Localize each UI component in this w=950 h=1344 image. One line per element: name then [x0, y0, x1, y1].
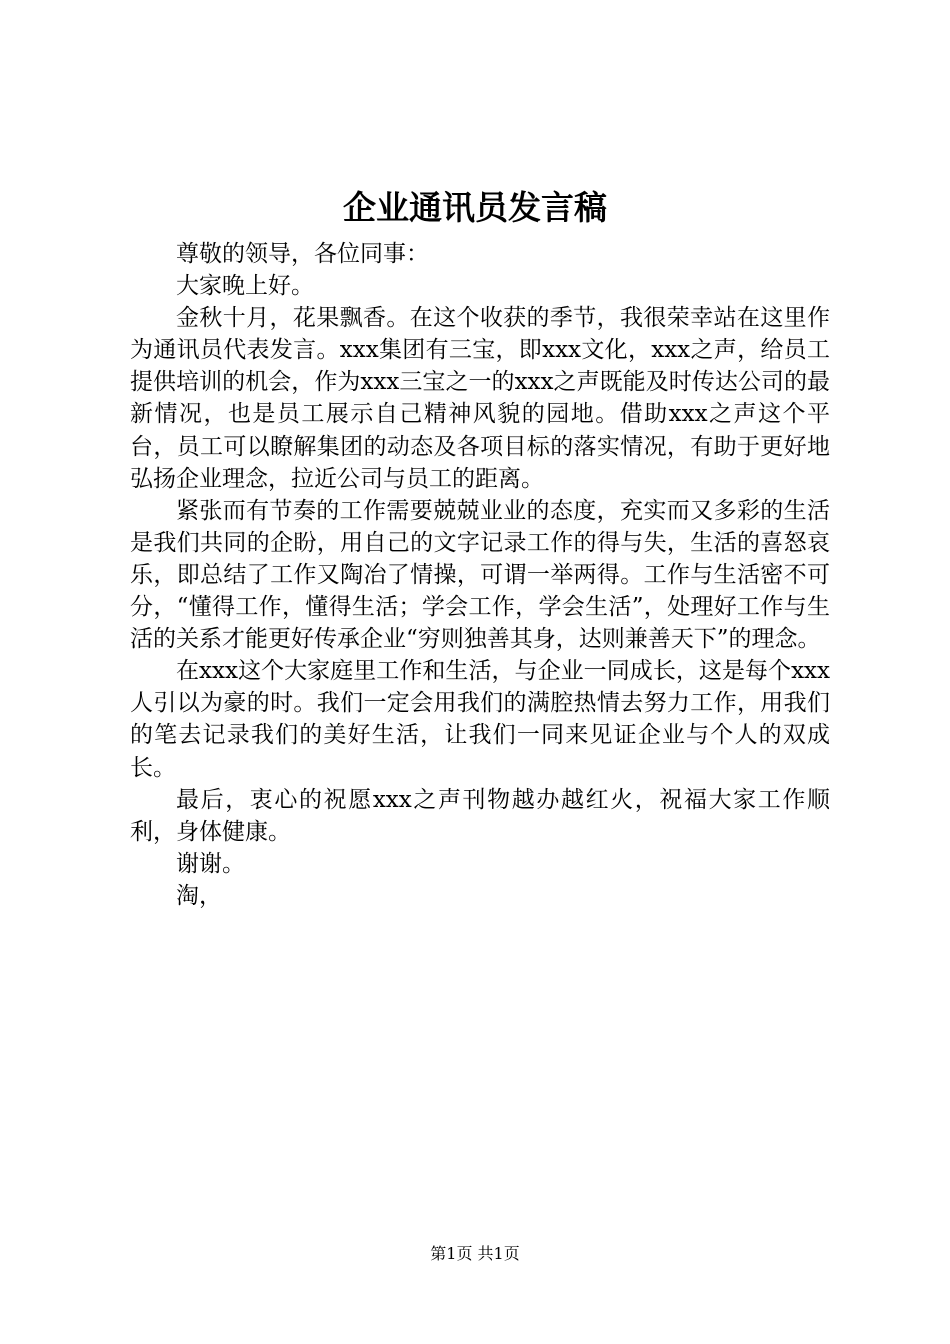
body-paragraph: 最后，衷心的祝愿xxx之声刊物越办越红火，祝福大家工作顺利，身体健康。 [130, 786, 830, 845]
salutation-line: 大家晚上好。 [176, 273, 314, 300]
greeting-line: 尊敬的领导，各位同事： [176, 241, 429, 267]
body-paragraph: 紧张而有节奏的工作需要兢兢业业的态度，充实而又多彩的生活是我们共同的企盼，用自己的文字记录工作的得与失，生活的喜怒哀乐，即总结了工作又陶冶了情操，可谓一举两得。工作与生活密不可分，“懂得工作，懂得生活；学会工作，学会生活”，处理好工作与生活的关系才能更好传承企业“穷则独善其身，达则兼善天下”的理念。 [130, 497, 830, 653]
document-title: 企业通讯员发言稿 [343, 188, 607, 227]
document-body [130, 238, 830, 912]
trailing-line: 淘， [176, 882, 222, 909]
page-footer: 第1页 共1页 [430, 1244, 520, 1263]
body-paragraph: 金秋十月，花果飘香。在这个收获的季节，我很荣幸站在这里作为通讯员代表发言。xxx集团有三宝，即xxx文化，xxx之声，给员工提供培训的机会，作为xxx三宝之一的xxx之声既能及时传达公司的最新情况，也是员工展示自己精神风貌的园地。借助xxx之声这个平台，员工可以瞭解集团的动态及各项目标的落实情况，有助于更好地弘扬企业理念，拉近公司与员工的距离。 [130, 305, 830, 492]
body-paragraph: 在xxx这个大家庭里工作和生活，与企业一同成长，这是每个xxx人引以为豪的时。我们一定会用我们的满腔热情去努力工作，用我们的笔去记录我们的美好生活，让我们一同来见证企业与个人的双成长。 [130, 658, 830, 781]
closing-line: 谢谢。 [176, 850, 245, 877]
